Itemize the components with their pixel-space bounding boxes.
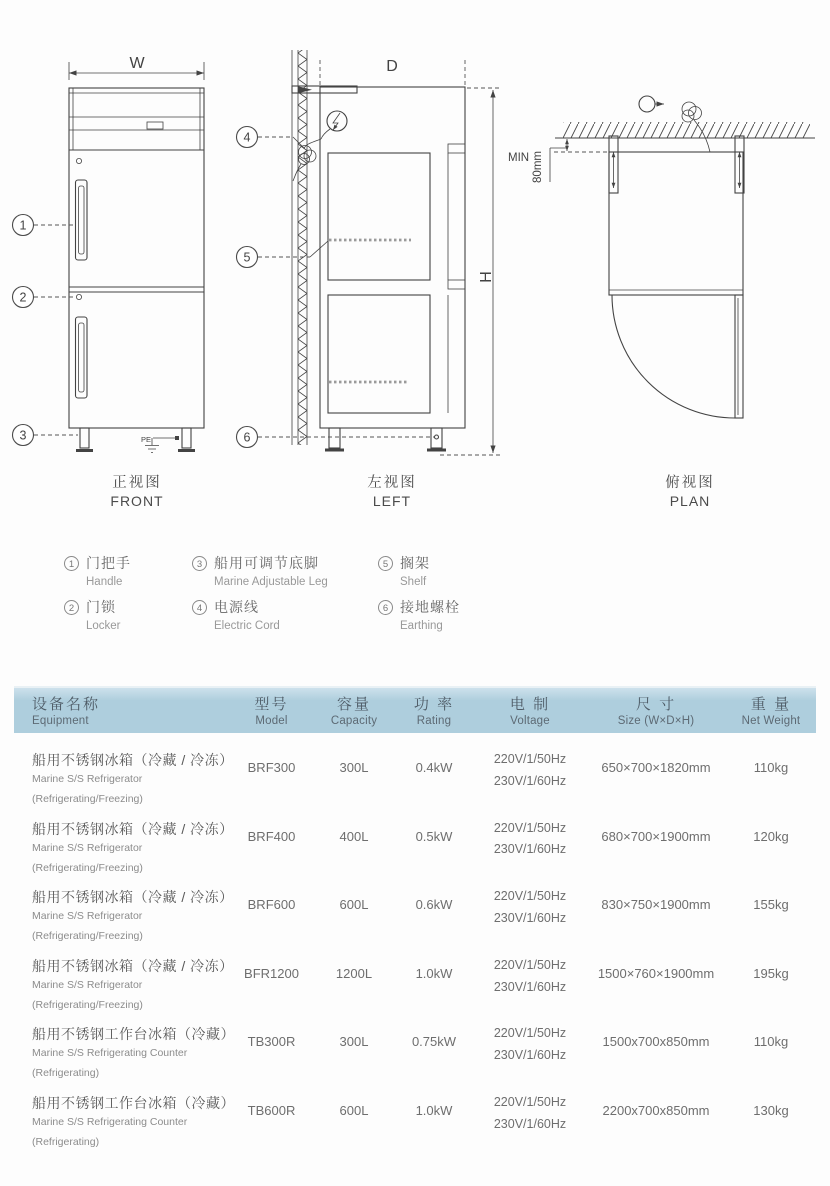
capacity-cell: 600L (339, 1102, 369, 1118)
front-view-drawing (0, 40, 230, 515)
equipment-name-en: Marine S/S Refrigerating Counter (32, 1115, 188, 1128)
size-cell: 2200x700x850mm (602, 1102, 710, 1118)
table-row (14, 951, 816, 1020)
svg-text:2: 2 (19, 290, 27, 305)
callout-1 (13, 215, 34, 236)
equipment-name-en: Marine S/S Refrigerator (32, 978, 143, 991)
equipment-name-en: Marine S/S Refrigerator (32, 841, 143, 854)
equipment-name-en: Marine S/S Refrigerating Counter (32, 1047, 188, 1060)
table-row (14, 882, 816, 951)
legend-item-electric-cord (192, 598, 378, 633)
size-cell: 1500×760×1900mm (597, 965, 715, 981)
legend-cn: 门把手 (86, 555, 131, 571)
left-view-drawing (235, 40, 505, 515)
size-cell: 830×750×1900mm (601, 897, 711, 913)
spec-table (14, 686, 816, 1157)
dimension-w (69, 55, 204, 80)
voltage-cell: 220V/1/50Hz 230V/1/60Hz (493, 820, 567, 857)
clearance-label: 80mm (532, 151, 544, 183)
legend-en: Locker (86, 620, 121, 632)
voltage-cell: 220V/1/50Hz 230V/1/60Hz (493, 1026, 567, 1063)
legend-cn: 门锁 (86, 599, 116, 615)
voltage-cell: 220V/1/50Hz 230V/1/60Hz (493, 957, 567, 994)
table-row (14, 745, 816, 814)
equipment-name-sub: (Refrigerating) (32, 1135, 100, 1148)
voltage-cell: 220V/1/50Hz 230V/1/60Hz (493, 752, 567, 788)
legend-item-shelf (378, 554, 460, 589)
door-handle-upper (76, 180, 88, 260)
header-model: 型号 Model (254, 696, 289, 727)
door-lock-lower (76, 294, 81, 299)
min-label: MIN (508, 152, 530, 164)
lightning-icon (321, 111, 347, 139)
header-voltage: 电 制 Voltage (509, 696, 551, 727)
equipment-name-sub: (Refrigerating/Freezing) (32, 861, 143, 874)
model-cell: BFR1200 (244, 965, 299, 981)
equipment-name-cn: 船用不锈钢工作台冰箱（冷藏） (32, 1094, 235, 1111)
capacity-cell: 400L (339, 828, 369, 844)
table-row (14, 1088, 816, 1157)
svg-text:3: 3 (19, 428, 27, 443)
callout-2 (13, 287, 34, 308)
left-caption-cn: 左视图 (367, 475, 417, 491)
legend-num-2: 2 (64, 600, 79, 615)
svg-text:1: 1 (19, 218, 27, 233)
header-size: 尺 寸 Size (W×D×H) (617, 696, 695, 727)
door-lock-upper (76, 158, 81, 163)
weight-cell: 130kg (753, 1102, 789, 1118)
earthing-bolt-point (435, 435, 439, 439)
door-swing-arc (612, 295, 735, 418)
header-net-weight: 重 量 Net Weight (741, 696, 801, 727)
voltage-cell: 220V/1/50Hz 230V/1/60Hz (493, 889, 567, 926)
header-capacity: 容量 Capacity (330, 696, 378, 727)
dim-h-label: H (478, 271, 495, 283)
svg-text:4: 4 (243, 130, 251, 145)
dimension-min-clearance (508, 139, 609, 183)
svg-text:6: 6 (243, 430, 251, 445)
open-door (612, 295, 743, 418)
left-cabinet-outline (292, 86, 465, 450)
model-cell: TB600R (247, 1102, 296, 1118)
parts-legend (64, 554, 460, 633)
legend-cn: 电源线 (214, 599, 259, 615)
door-handle-lower (76, 317, 88, 398)
legend-en: Shelf (400, 576, 427, 588)
pe-label: PE (141, 435, 152, 444)
weight-cell: 195kg (753, 965, 789, 981)
weight-cell: 110kg (753, 1034, 789, 1050)
table-body (14, 745, 816, 1157)
legend-item-adjustable-leg (192, 554, 378, 589)
pe-earthing-symbol (141, 435, 179, 453)
legend-en: Earthing (400, 620, 443, 632)
voltage-cell: 220V/1/50Hz 230V/1/60Hz (493, 1094, 567, 1131)
plan-view-drawing (490, 60, 830, 510)
legend-num-5: 5 (378, 556, 393, 571)
callout-4 (237, 127, 258, 148)
weight-cell: 155kg (753, 897, 789, 913)
legend-en: Handle (86, 576, 123, 588)
equipment-name-cn: 船用不锈钢冰箱（冷藏 / 冷冻） (32, 957, 234, 974)
equipment-name-sub: (Refrigerating/Freezing) (32, 998, 143, 1011)
callout-3 (13, 425, 34, 446)
front-caption-cn: 正视图 (112, 475, 162, 491)
front-caption-en: FRONT (110, 493, 164, 509)
header-equipment: 设备名称 Equipment (32, 696, 101, 727)
equipment-name-sub: (Refrigerating/Freezing) (32, 930, 143, 943)
wall-hatch (298, 50, 307, 445)
equipment-name-en: Marine S/S Refrigerator (32, 910, 143, 923)
equipment-name-cn: 船用不锈钢工作台冰箱（冷藏） (32, 1026, 235, 1043)
capacity-cell: 600L (339, 897, 369, 913)
capacity-cell: 1200L (335, 965, 373, 981)
legend-num-6: 6 (378, 600, 393, 615)
table-row (14, 814, 816, 883)
legend-num-4: 4 (192, 600, 207, 615)
capacity-cell: 300L (339, 760, 369, 775)
weight-cell: 120kg (753, 828, 789, 844)
callout-5 (237, 247, 258, 268)
equipment-name-sub: (Refrigerating/Freezing) (32, 793, 143, 805)
table-row (14, 1019, 816, 1088)
equipment-name-cn: 船用不锈钢冰箱（冷藏 / 冷冻） (32, 820, 234, 837)
legend-item-earthing (378, 598, 460, 633)
equipment-name-cn: 船用不锈钢冰箱（冷藏 / 冷冻） (32, 889, 234, 906)
left-caption-en: LEFT (372, 493, 412, 509)
model-cell: TB300R (247, 1034, 296, 1050)
adjustable-feet-side (325, 428, 446, 450)
legend-num-1: 1 (64, 556, 79, 571)
rating-cell: 0.6kW (415, 897, 453, 913)
equipment-name-en: Marine S/S Refrigerator (32, 773, 143, 785)
plan-cabinet-outline (609, 136, 744, 295)
legend-en: Electric Cord (214, 620, 280, 632)
model-cell: BRF600 (247, 897, 296, 913)
table-header-row (14, 686, 816, 733)
equipment-name-cn: 船用不锈钢冰箱（冷藏 / 冷冻） (32, 752, 234, 768)
model-cell: BRF400 (247, 828, 296, 844)
bulkhead-wall-plan (555, 122, 815, 138)
front-cabinet-outline (69, 88, 204, 451)
legend-item-locker (64, 598, 192, 633)
legend-cn: 船用可调节底脚 (214, 555, 319, 571)
control-panel-display (147, 122, 163, 129)
wall-hatch (563, 122, 810, 138)
size-cell: 680×700×1900mm (601, 828, 711, 844)
rating-cell: 0.4kW (415, 760, 453, 775)
legend-item-handle (64, 554, 192, 589)
callout-6 (237, 427, 258, 448)
legend-cn: 接地螺栓 (400, 599, 460, 615)
legend-cn: 搁架 (400, 555, 430, 571)
weight-cell: 110kg (753, 760, 789, 775)
rating-cell: 1.0kW (415, 965, 453, 981)
size-cell: 1500x700x850mm (602, 1034, 710, 1050)
bulkhead-wall (292, 50, 307, 445)
dim-d-label: D (386, 58, 398, 75)
dim-w-label: W (129, 55, 145, 72)
plan-caption-en: PLAN (669, 493, 711, 509)
capacity-cell: 300L (339, 1034, 369, 1050)
equipment-name-sub: (Refrigerating) (32, 1067, 100, 1080)
legend-en: Marine Adjustable Leg (214, 576, 328, 588)
header-rating: 功 率 Rating (413, 696, 455, 727)
dimension-d (320, 58, 465, 86)
rating-cell: 0.5kW (415, 828, 453, 844)
svg-text:5: 5 (243, 250, 251, 265)
rating-cell: 1.0kW (415, 1102, 453, 1118)
plan-caption-cn: 俯视图 (665, 475, 715, 491)
rating-cell: 0.75kW (411, 1034, 457, 1050)
size-cell: 650×700×1820mm (601, 760, 711, 775)
plug-symbol (639, 96, 664, 112)
model-cell: BRF300 (247, 760, 296, 775)
legend-num-3: 3 (192, 556, 207, 571)
